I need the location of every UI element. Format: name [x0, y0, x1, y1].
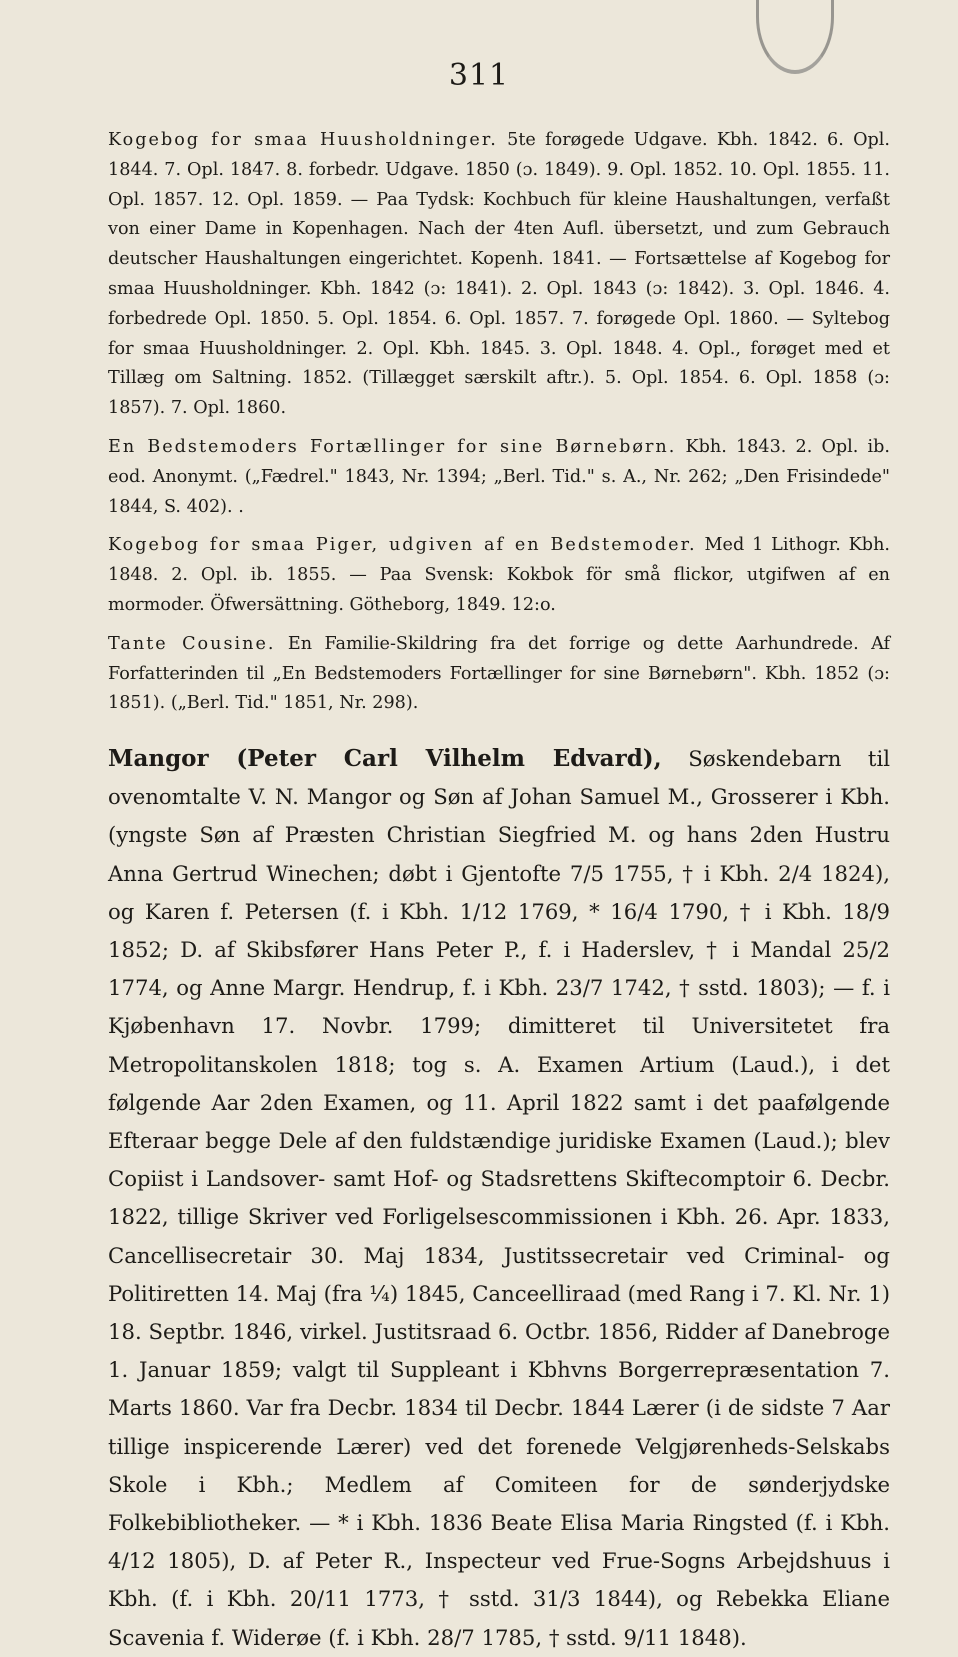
- paragraph-text: Kbh. 1843. 2. Opl. ib. eod. Anonymt. („Fædrel." 1843, Nr. 1394; „Berl. Tid." s. A., Nr. 262; „Den Frisindede" 1844, S. 402). .: [108, 436, 890, 517]
- bibliography-paragraph: [108, 433, 890, 522]
- bibliography-paragraph: [108, 630, 890, 719]
- biography-entry: [108, 740, 890, 1657]
- page-number: 311: [448, 58, 510, 93]
- paragraph-text: Med 1 Lithogr. Kbh. 1848. 2. Opl. ib. 1855. — Paa Svensk: Kokbok för små flickor, utgifwen af en mormoder. Öfwersättning. Götheborg, 1849. 12:o.: [108, 535, 890, 615]
- paragraph-text: 5te forøgede Udgave. Kbh. 1842. 6. Opl. 1844. 7. Opl. 1847. 8. forbedr. Udgave. 1850 (ɔ. 1849). 9. Opl. 1852. 10. Opl. 1855. 11. Opl. 1857. 12. Opl. 1859. — Paa Tydsk: Kochbuch für kleine Haushaltungen, verfaßt von einer Dame in Kopenhagen. Nach der 4ten Aufl. übersetzt, und zum Gebrauch deutscher Haushaltungen eingerichtet. Kopenh. 1841. — Fortsættelse af Kogebog for smaa Huusholdninger. Kbh. 1842 (ɔ: 1841). 2. Opl. 1843 (ɔ: 1842). 3. Opl. 1846. 4. forbedrede Opl. 1850. 5. Opl. 1854. 6. Opl. 1857. 7. forøgede Opl. 1860. — Syltebog for smaa Huusholdninger. 2. Opl. Kbh. 1845. 3. Opl. 1848. 4. Opl., forøget med et Tillæg om Saltning. 1852. (Tillægget særskilt aftr.). 5. Opl. 1854. 6. Opl. 1858 (ɔ: 1857). 7. Opl. 1860.: [108, 130, 890, 419]
- bibliography-block: [108, 126, 890, 719]
- entry-text: Søskendebarn til ovenomtalte V. N. Mangor og Søn af Johan Samuel M., Grosserer i Kbh. (yngste Søn af Præsten Christian Siegfried M. og hans 2den Hustru Anna Gertrud Winechen; døbt i Gjentofte 7/5 1755, † i Kbh. 2/4 1824), og Karen f. Petersen (f. i Kbh. 1/12 1769, * 16/4 1790, † i Kbh. 18/9 1852; D. af Skibsfører Hans Peter P., f. i Haderslev, † i Mandal 25/2 1774, og Anne Margr. Hendrup, f. i Kbh. 23/7 1742, † sstd. 1803); — f. i Kjøbenhavn 17. Novbr. 1799; dimitteret til Universitetet fra Metropolitanskolen 1818; tog s. A. Examen Artium (Laud.), i det følgende Aar 2den Examen, og 11. April 1822 samt i det paafølgende Efteraar begge Dele af den fuldstændige juridiske Examen (Laud.); blev Copiist i Landsover- samt Hof- og Stadsrettens Skiftecomptoir 6. Decbr. 1822, tillige Skriver ved Forligelsescommissionen i Kbh. 26. Apr. 1833, Cancellisecretair 30. Maj 1834, Justitssecretair ved Criminal- og Politiretten 14. Maj (fra ¼) 1845, Canceelliraad (med Rang i 7. Kl. Nr. 1) 18. Septbr. 1846, virkel. Justitsraad 6. Octbr. 1856, Ridder af Danebroge 1. Januar 1859; valgt til Suppleant i Kbhvns Borgerrepræsentation 7. Marts 1860. Var fra Decbr. 1834 til Decbr. 1844 Lærer (i de sidste 7 Aar tillige inspicerende Lærer) ved det forenede Velgjørenheds-Selskabs Skole i Kbh.; Medlem af Comiteen for de sønderjydske Folkebibliotheker. — * i Kbh. 1836 Beate Elisa Maria Ringsted (f. i Kbh. 4/12 1805), D. af Peter R., Inspecteur ved Frue-Sogns Arbejdshuus i Kbh. (f. i Kbh. 20/11 1773, † sstd. 31/3 1844), og Rebekka Eliane Scavenia f. Widerøe (f. i Kbh. 28/7 1785, † sstd. 9/11 1848).: [108, 746, 890, 1650]
- paragraph-text: En Familie-Skildring fra det forrige og dette Aarhundrede. Af Forfatterinden til „En Bedstemoders Fortællinger for sine Børnebørn". Kbh. 1852 (ɔ: 1851). („Berl. Tid." 1851, Nr. 298).: [108, 633, 890, 714]
- book-title: Kogebog for smaa Huusholdninger.: [108, 130, 498, 150]
- bibliography-paragraph: [108, 126, 890, 424]
- book-title: Kogebog for smaa Piger, udgiven af en Bedstemoder.: [108, 535, 697, 556]
- entry-name: Mangor (Peter Carl Vilhelm Edvard),: [108, 745, 662, 772]
- bibliography-paragraph: [108, 531, 890, 620]
- entry-paragraph: [108, 740, 890, 1657]
- book-title: Tante Cousine.: [108, 633, 276, 654]
- book-title: En Bedstemoders Fortællinger for sine Børnebørn.: [108, 436, 677, 457]
